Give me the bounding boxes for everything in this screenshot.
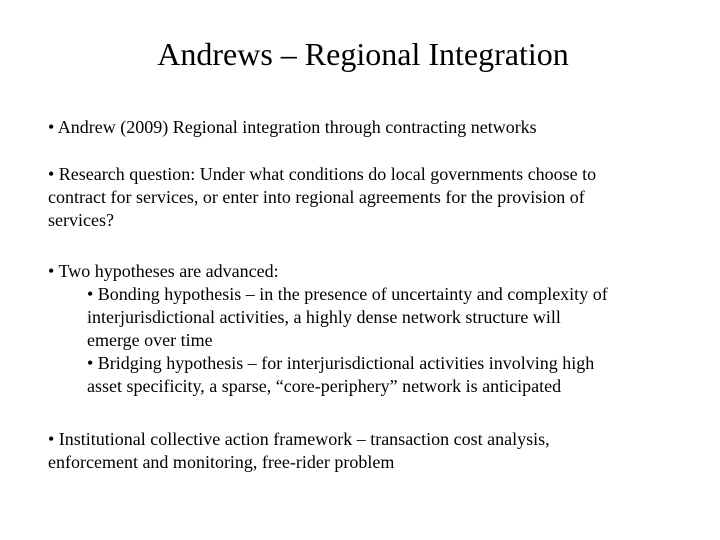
bullet-line: • Two hypotheses are advanced:: [48, 261, 279, 281]
bullet-institutional-framework: [48, 428, 678, 474]
bullet-line: • Research question: Under what conditions do local governments choose to: [48, 164, 597, 184]
bullet-line: services?: [48, 210, 114, 230]
sub-bullet-bonding: [48, 283, 678, 352]
sub-bullet-line: emerge over time: [87, 330, 213, 350]
bullet-line: contract for services, or enter into regional agreements for the provision of: [48, 187, 585, 207]
sub-bullet-line: asset specificity, a sparse, “core-periphery” network is anticipated: [87, 376, 562, 396]
bullet-research-question: [48, 163, 678, 232]
bullet-andrew-2009: [48, 116, 678, 139]
sub-bullet-line: • Bridging hypothesis – for interjurisdictional activities involving high: [87, 353, 595, 373]
bullet-line: • Andrew (2009) Regional integration through contracting networks: [48, 117, 537, 137]
sub-bullet-bridging: [48, 352, 678, 398]
bullet-hypotheses: [48, 260, 678, 398]
bullet-line: • Institutional collective action framework – transaction cost analysis,: [48, 429, 550, 449]
sub-bullet-line: • Bonding hypothesis – in the presence of uncertainty and complexity of: [87, 284, 608, 304]
sub-bullet-line: interjurisdictional activities, a highly dense network structure will: [87, 307, 561, 327]
slide-title: Andrews – Regional Integration: [157, 36, 569, 72]
bullet-line: enforcement and monitoring, free-rider problem: [48, 452, 395, 472]
